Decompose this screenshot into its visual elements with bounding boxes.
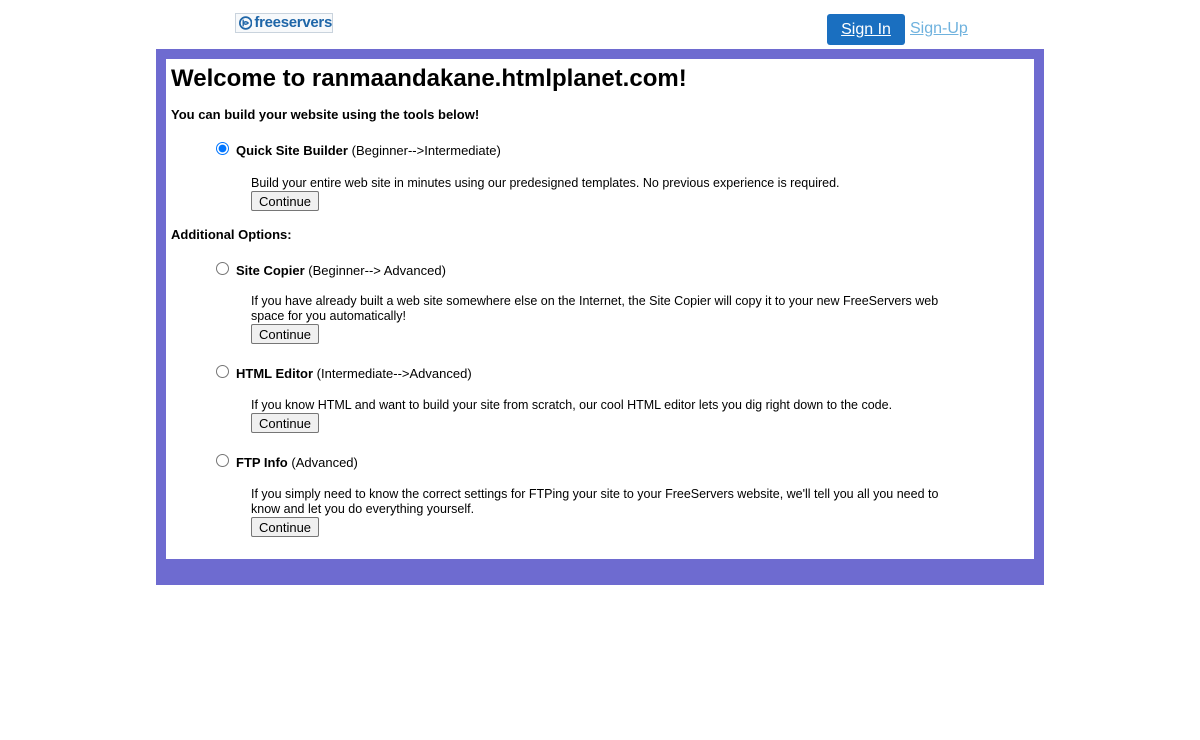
html-editor-description: If you know HTML and want to build your site from scratch, our cool HTML editor lets you dig right down to the code.: [251, 398, 893, 412]
quick-site-builder-description: Build your entire web site in minutes using our predesigned templates. No previous experience is required.: [251, 176, 840, 190]
quick-site-builder-label: [236, 143, 501, 158]
freeservers-logo[interactable]: [235, 13, 333, 33]
ftp-info-continue-button[interactable]: Continue: [251, 517, 319, 537]
option-level: (Beginner-->Intermediate): [351, 143, 501, 158]
option-level: (Advanced): [291, 455, 358, 470]
freeservers-logo-icon: [239, 15, 252, 31]
html-editor-continue-button[interactable]: Continue: [251, 413, 319, 433]
site-copier-description: If you have already built a web site somewhere else on the Internet, the Site Copier will copy it to your new FreeServers web space for you automatically!: [251, 294, 939, 323]
purple-frame: [156, 49, 1044, 585]
site-copier-label: [236, 263, 446, 278]
option-level: (Beginner--> Advanced): [308, 263, 446, 278]
ftp-info-description: If you simply need to know the correct settings for FTPing your site to your FreeServers website, we'll tell you all you need to know and let you do everything yourself.: [251, 487, 939, 516]
quick-site-builder-radio[interactable]: [216, 142, 229, 155]
sign-in-button[interactable]: Sign In: [827, 14, 905, 45]
content-panel: [166, 59, 1034, 559]
option-level: (Intermediate-->Advanced): [316, 366, 472, 381]
site-copier-radio[interactable]: [216, 262, 229, 275]
quick-site-builder-continue-button[interactable]: Continue: [251, 191, 319, 211]
option-name: HTML Editor: [236, 366, 314, 381]
page-title: Welcome to ranmaandakane.htmlplanet.com!: [171, 65, 687, 92]
site-copier-continue-button[interactable]: Continue: [251, 324, 319, 344]
option-name: FTP Info: [236, 455, 288, 470]
html-editor-radio[interactable]: [216, 365, 229, 378]
logo-text: freeservers: [254, 14, 332, 31]
intro-text: You can build your website using the tools below!: [171, 107, 480, 122]
ftp-info-radio[interactable]: [216, 454, 229, 467]
ftp-info-label: [236, 455, 358, 470]
html-editor-label: [236, 366, 472, 381]
additional-options-heading: Additional Options:: [171, 227, 292, 242]
option-name: Quick Site Builder: [236, 143, 348, 158]
sign-up-link[interactable]: Sign-Up: [910, 20, 968, 37]
option-name: Site Copier: [236, 263, 305, 278]
